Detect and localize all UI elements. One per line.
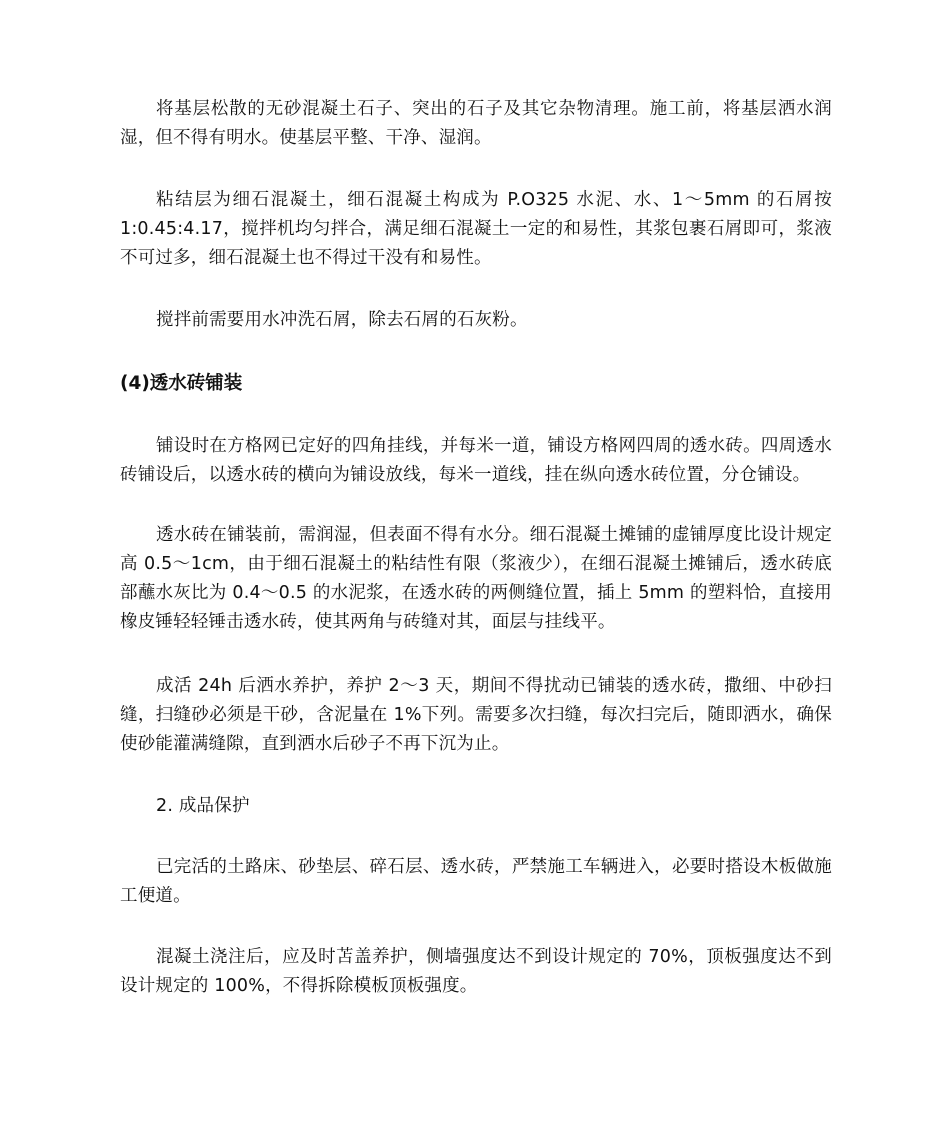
paragraph-no-vehicles: 已完活的土路床、砂垫层、碎石层、透水砖，严禁施工车辆进入，必要时搭设木板做施工便道。 [120, 857, 832, 906]
paragraph-concrete-curing: 混凝土浇注后，应及时苫盖养护，侧墙强度达不到设计规定的 70%，顶板强度达不到设计规定的 100%，不得拆除模板顶板强度。 [120, 947, 832, 996]
section-heading-permeable-brick: (4)透水砖铺装 [120, 373, 243, 394]
paragraph-curing: 成活 24h 后洒水养护，养护 2～3 天，期间不得扰动已铺装的透水砖，撒细、中砂扫缝，扫缝砂必须是干砂，含泥量在 1%下列。需要多次扫缝，每次扫完后，随即洒水，确保使砂能灌满缝隙，直到洒水后砂子不再下沉为止。 [120, 676, 832, 754]
paragraph-bonding-layer: 粘结层为细石混凝土，细石混凝土构成为 P.O325 水泥、水、1～5mm 的石屑按 1:0.45:4.17，搅拌机均匀拌合，满足细石混凝土一定的和易性，其浆包裹石屑即可，浆液不可过多，细石混凝土也不得过干没有和易性。 [120, 190, 832, 268]
paragraph-brick-installation: 透水砖在铺装前，需润湿，但表面不得有水分。细石混凝土摊铺的虚铺厚度比设计规定高 0.5～1cm，由于细石混凝土的粘结性有限（浆液少），在细石混凝土摊铺后，透水砖底部蘸水灰比为 0.4～0.5 的水泥浆，在透水砖的两侧缝位置，插上 5mm 的塑料恰，直接用橡皮锤轻轻锤击透水砖，使其两角与砖缝对其，面层与挂线平。 [120, 525, 832, 632]
paragraph-product-protection-title: 2. 成品保护 [156, 796, 250, 816]
paragraph-wash-stone-chips: 搅拌前需要用水冲洗石屑，除去石屑的石灰粉。 [156, 310, 528, 330]
paragraph-base-cleaning: 将基层松散的无砂混凝土石子、突出的石子及其它杂物清理。施工前，将基层洒水润湿，但不得有明水。使基层平整、干净、湿润。 [120, 99, 832, 148]
paragraph-laying-lines: 铺设时在方格网已定好的四角挂线，并每米一道，铺设方格网四周的透水砖。四周透水砖铺设后，以透水砖的横向为铺设放线，每米一道线，挂在纵向透水砖位置，分仓铺设。 [120, 436, 832, 485]
